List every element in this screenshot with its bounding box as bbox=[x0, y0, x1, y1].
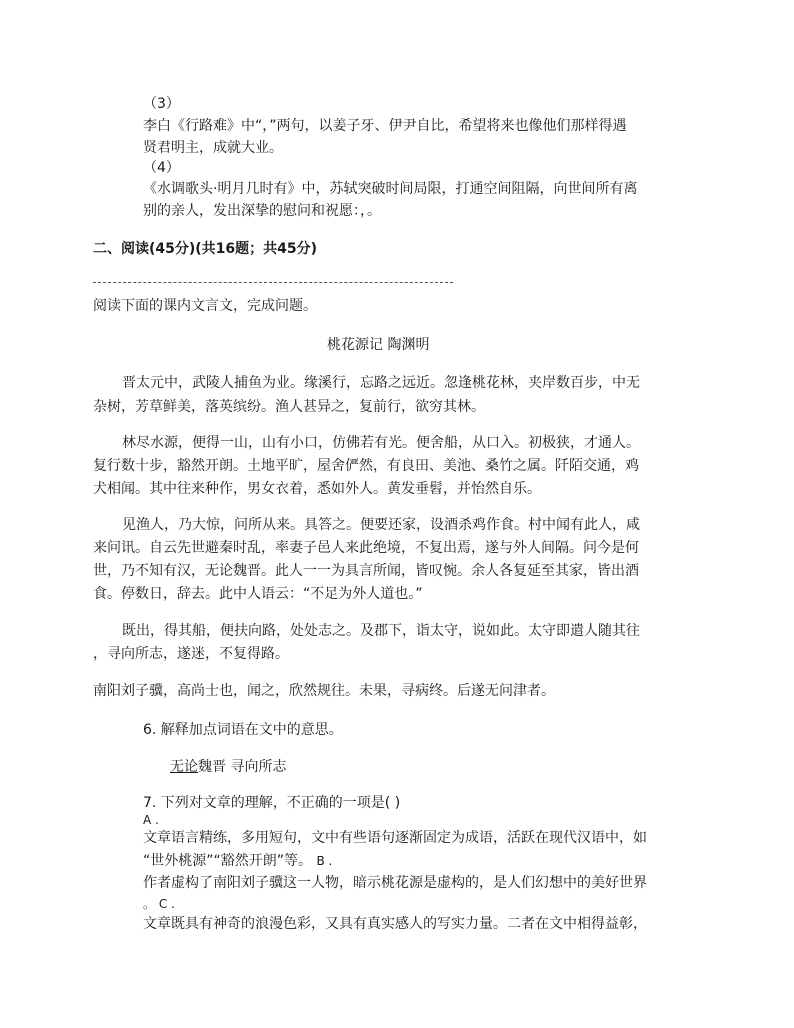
paragraph-4-line1: 既出，得其船，便扶向路，处处志之。及郡下，诣太守，说如此。太守即遣人随其往 bbox=[122, 623, 640, 639]
item4-line2: 别的亲人，发出深挚的慰问和祝愿：，。 bbox=[143, 203, 381, 219]
option-b-label: B . bbox=[316, 854, 333, 868]
option-a-label: A . bbox=[143, 813, 159, 827]
question-6-terms bbox=[170, 756, 286, 778]
option-c-line1: 文章既具有神奇的浪漫色彩，又具有真实感人的写实力量。二者在文中相得益彰， bbox=[143, 916, 647, 932]
option-a-line2 bbox=[143, 850, 332, 872]
paragraph-3-line2: 来问讯。自云先世避秦时乱，率妻子邑人来此绝境，不复出焉，遂与外人间隔。问今是何 bbox=[93, 540, 639, 556]
item3-number: （3） bbox=[143, 96, 180, 112]
option-c-label: 。 C . bbox=[143, 897, 175, 911]
paragraph-2-line2: 复行数十步，豁然开朗。土地平旷，屋舍俨然，有良田、美池、桑竹之属。阡陌交通，鸡 bbox=[93, 458, 639, 474]
paragraph-3-line4: 食。停数日，辞去。此中人语云：“不足为外人道也。” bbox=[93, 586, 423, 602]
item3-line1: 李白《行路难》中“，”两句，以姜子牙、伊尹自比，希望将来也像他们那样得遇 bbox=[143, 118, 627, 134]
reading-intro: 阅读下面的课内文言文，完成问题。 bbox=[93, 298, 317, 314]
item4-number: （4） bbox=[143, 160, 180, 176]
option-a-line1: 文章语言精练，多用短句，文中有些语句逐渐固定为成语，活跃在现代汉语中，如 bbox=[143, 830, 647, 846]
term-wulun: 无论 bbox=[170, 759, 198, 775]
option-a-text: “世外桃源”“豁然开朗”等。 bbox=[143, 853, 313, 869]
item4-line1: 《水调歌头·明月几时有》中，苏轼突破时间局限，打通空间阻隔，向世间所有离 bbox=[143, 181, 638, 197]
option-b-line1: 作者虚构了南阳刘子骥这一人物，暗示桃花源是虚构的，是人们幻想中的美好世界 bbox=[143, 875, 647, 891]
divider bbox=[93, 282, 453, 283]
paragraph-4-line2: ，寻向所志，遂迷，不复得路。 bbox=[93, 646, 289, 662]
paragraph-1-line1: 晋太元中，武陵人捕鱼为业。缘溪行，忘路之远近。忽逢桃花林，夹岸数百步，中无 bbox=[122, 375, 640, 391]
passage-title: 桃花源记 陶渊明 bbox=[327, 337, 430, 353]
paragraph-3-line1: 见渔人，乃大惊，问所从来。具答之。便要还家，设酒杀鸡作食。村中闻有此人，咸 bbox=[122, 517, 640, 533]
item3-line2: 贤君明主，成就大业。 bbox=[143, 140, 283, 156]
question-7-stem: 7. 下列对文章的理解，不正确的一项是( ) bbox=[143, 795, 401, 811]
paragraph-3-line3: 世，乃不知有汉，无论魏晋。此人一一为具言所闻，皆叹惋。余人各复延至其家，皆出酒 bbox=[93, 563, 639, 579]
section-heading: 二、阅读(45分)(共16题；共45分) bbox=[93, 241, 318, 257]
paragraph-2-line3: 犬相闻。其中往来种作，男女衣着，悉如外人。黄发垂髫，并怡然自乐。 bbox=[93, 481, 541, 497]
question-6-stem: 6. 解释加点词语在文中的意思。 bbox=[143, 722, 343, 738]
paragraph-1-line2: 杂树，芳草鲜美，落英缤纷。渔人甚异之，复前行，欲穷其林。 bbox=[93, 399, 485, 415]
paragraph-2-line1: 林尽水源，便得一山，山有小口，仿佛若有光。便舍船，从口入。初极狭，才通人。 bbox=[122, 435, 640, 451]
paragraph-5-line1: 南阳刘子骥，高尚士也，闻之，欣然规往。未果，寻病终。后遂无问津者。 bbox=[93, 683, 555, 699]
term-xunxiangsuozhi: 寻向所志 bbox=[230, 759, 287, 775]
term-weijin: 魏晋 bbox=[198, 759, 226, 775]
